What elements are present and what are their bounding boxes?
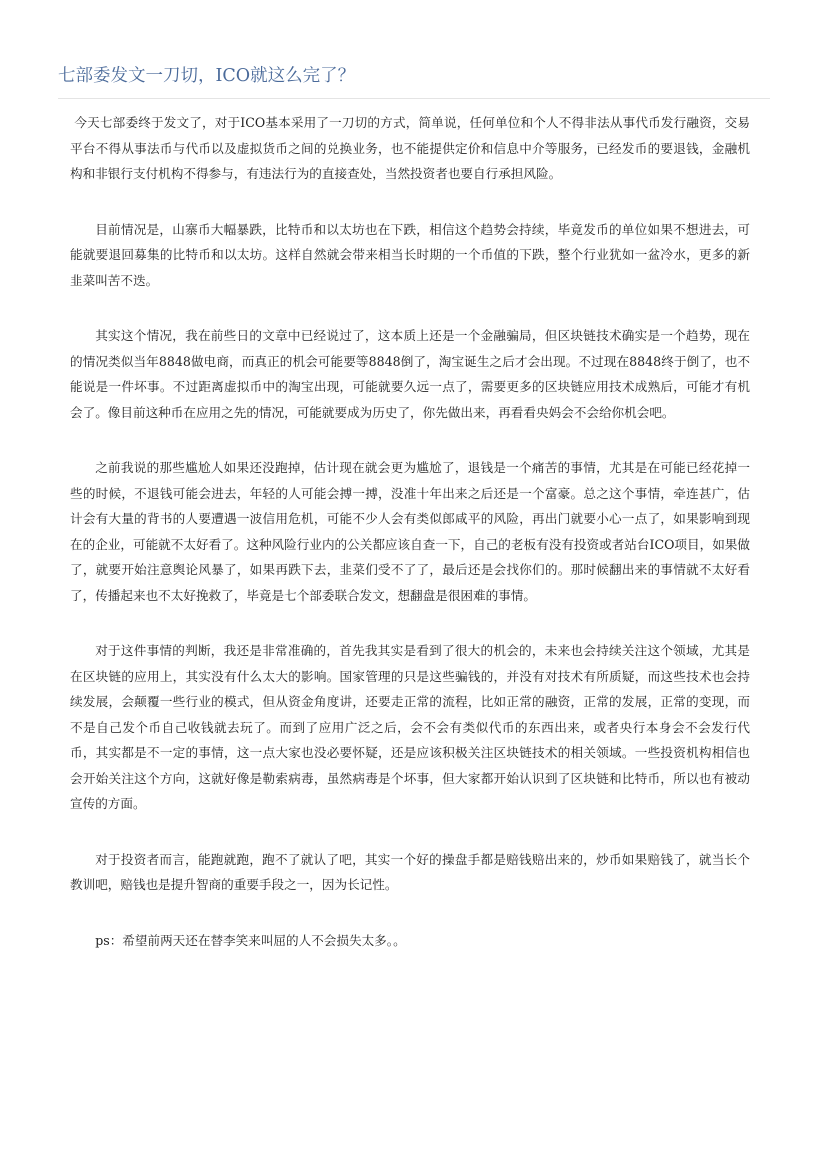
article-paragraph-6: 对于投资者而言，能跑就跑，跑不了就认了吧，其实一个好的操盘手都是赔钱赔出来的，炒币如果赔钱了，就当长个教训吧，赔钱也是提升智商的重要手段之一，因为长记性。 bbox=[70, 851, 750, 892]
article-paragraph-1: 今天七部委终于发文了，对于ICO基本采用了一刀切的方式，简单说，任何单位和个人不得非法从事代币发行融资，交易平台不得从事法币与代币以及虚拟货币之间的兑换业务，也不能提供定价和信息中介等服务，已经发币的要退钱，金融机构和非银行支付机构不得参与，有违法行为的直接查处，当然投资者也要自行承担风险。 bbox=[70, 115, 750, 181]
article-paragraph-3: 其实这个情况，我在前些日的文章中已经说过了，这本质上还是一个金融骗局，但区块链技术确实是一个趋势，现在的情况类似当年8848做电商，而真正的机会可能要等8848倒了，淘宝诞生之后才会出现。不过现在8848终于倒了，也不能说是一件坏事。不过距离虚拟币中的淘宝出现，可能就要久远一点了，需要更多的区块链应用技术成熟后，可能才有机会了。像目前这种币在应用之先的情况，可能就要成为历史了，你先做出来，再看看央妈会不会给你机会吧。 bbox=[70, 328, 750, 420]
article-paragraph-2: 目前情况是，山寨币大幅暴跌，比特币和以太坊也在下跌，相信这个趋势会持续，毕竟发币的单位如果不想进去，可能就要退回募集的比特币和以太坊。这样自然就会带来相当长时期的一个币值的下跌，整个行业犹如一盆冷水，更多的新韭菜叫苦不迭。 bbox=[70, 221, 750, 288]
article-paragraph-5: 对于这件事情的判断，我还是非常准确的，首先我其实是看到了很大的机会的，未来也会持续关注这个领域，尤其是在区块链的应用上，其实没有什么太大的影响。国家管理的只是这些骗钱的，并没有对技术有所质疑，而这些技术也会持续发展，会颠覆一些行业的模式，但从资金角度讲，还要走正常的流程，比如正常的融资，正常的发展，正常的变现，而不是自己发个币自己收钱就去玩了。而到了应用广泛之后，会不会有类似代币的东西出来，或者央行本身会不会发行代币，其实都是不一定的事情，这一点大家也没必要怀疑，还是应该积极关注区块链技术的相关领域。一些投资机构相信也会开始关注这个方向，这就好像是勒索病毒，虽然病毒是个坏事，但大家都开始认识到了区块链和比特币，所以也有被动宣传的方面。 bbox=[70, 643, 750, 811]
article-postscript: ps：希望前两天还在替李笑来叫屈的人不会损失太多。。 bbox=[95, 932, 406, 948]
article-title: 七部委发文一刀切，ICO就这么完了？ bbox=[58, 66, 356, 86]
article-paragraph-4: 之前我说的那些尴尬人如果还没跑掉，估计现在就会更为尴尬了，退钱是一个痛苦的事情，尤其是在可能已经花掉一些的时候，不退钱可能会进去，年轻的人可能会搏一搏，没准十年出来之后还是一个富豪。总之这个事情，牵连甚广，估计会有大量的背书的人要遭遇一波信用危机，可能不少人会有类似郎咸平的风险，再出门就要小心一点了，如果影响到现在的企业，可能就不太好看了。这种风险行业内的公关都应该自查一下，自己的老板有没有投资或者站台ICO项目，如果做了，就要开始注意舆论风暴了，如果再跌下去，韭菜们受不了了，最后还是会找你们的。那时候翻出来的事情就不太好看了，传播起来也不太好挽救了，毕竟是七个部委联合发文，想翻盘是很困难的事情。 bbox=[70, 460, 750, 603]
title-divider bbox=[58, 98, 770, 99]
article-body bbox=[70, 110, 750, 983]
